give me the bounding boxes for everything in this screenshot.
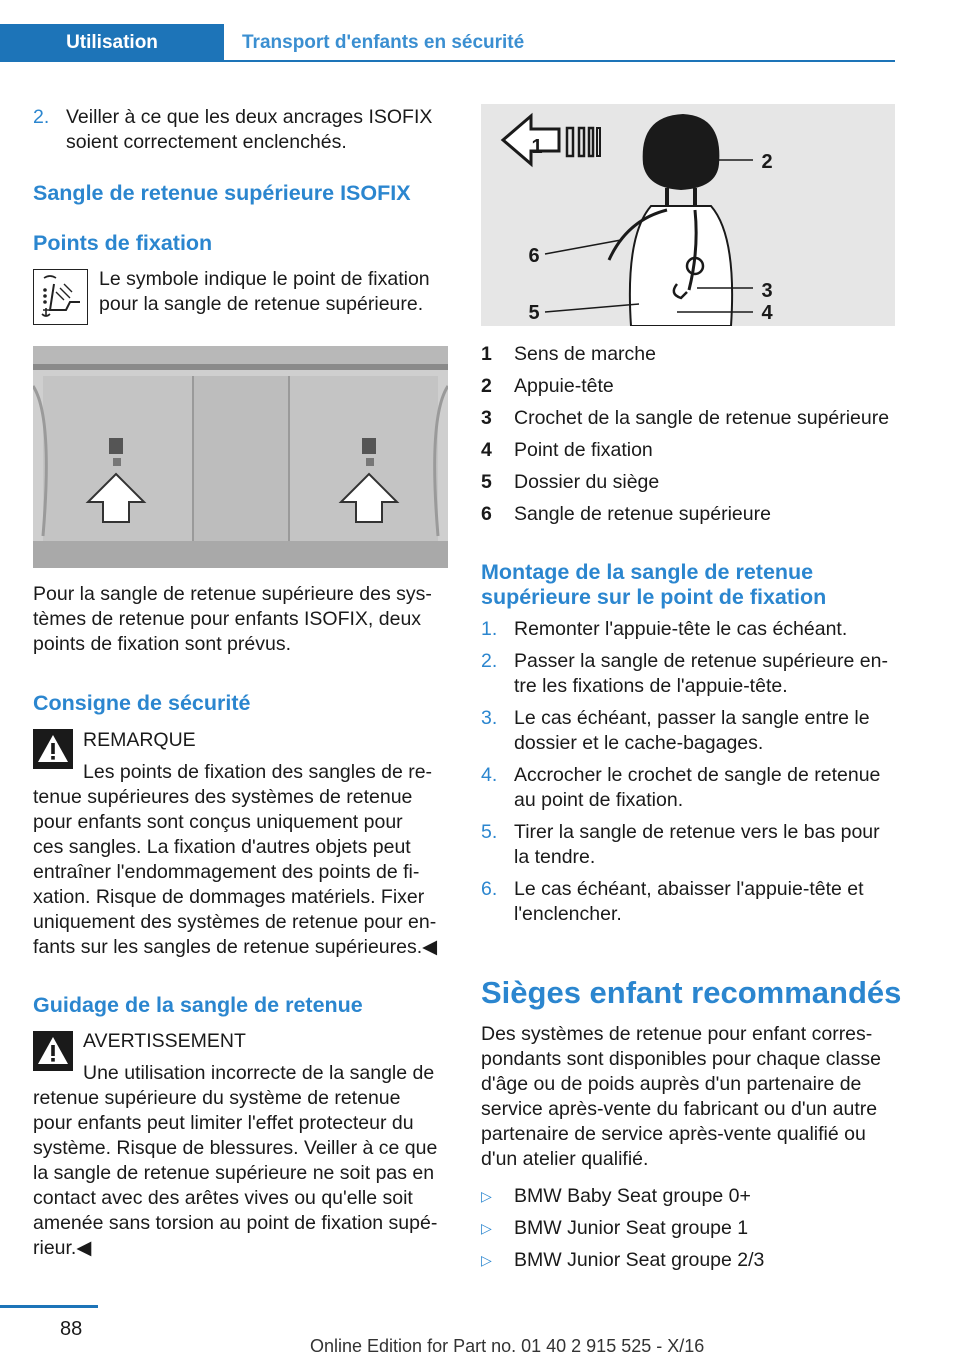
legend-item — [481, 402, 921, 434]
text-line: tèmes de retenue pour enfants ISOFIX, deux — [33, 608, 422, 630]
text-line: fants sur les sangles de retenue supérieures.◀ — [33, 936, 438, 958]
step-text: tre les fixations de l'appuie-tête. — [514, 675, 788, 697]
heading-tether: Sangle de retenue supérieure ISOFIX — [33, 181, 411, 205]
text-line: Les points de fixation des sangles de re‐ — [83, 761, 433, 783]
step-text: la tendre. — [514, 846, 596, 868]
text-line: d'âge ou de poids auprès d'un partenaire de — [481, 1073, 862, 1095]
legend-text: Sens de marche — [514, 343, 656, 365]
list-item — [481, 1244, 901, 1276]
list-item-text: BMW Baby Seat groupe 0+ — [514, 1185, 751, 1207]
step-text: Accrocher le crochet de sangle de retenue — [514, 764, 881, 786]
montage-steps — [481, 617, 901, 927]
heading-montage — [481, 560, 826, 610]
text-line: amenée sans torsion au point de fixation supé‐ — [33, 1212, 438, 1234]
step-text: Remonter l'appuie-tête le cas échéant. — [514, 618, 848, 640]
headrest-diagram — [481, 104, 895, 326]
step-number: 6. — [481, 878, 498, 900]
text-line: ces sangles. La fixation d'autres objets peut — [33, 836, 411, 858]
text-line: Une utilisation incorrecte de la sangle de — [83, 1062, 435, 1084]
text-line: pour la sangle de retenue supérieure. — [99, 293, 424, 315]
step-text: dossier et le cache-bagages. — [514, 732, 764, 754]
text-line: partenaire de service après-vente qualifié ou — [481, 1123, 866, 1145]
header-bar — [0, 24, 895, 62]
legend-number: 2 — [481, 375, 492, 397]
diagram-label-5: 5 — [528, 302, 540, 324]
step-number: 2. — [33, 106, 50, 128]
text-line: xation. Risque de dommages matériels. Fixer — [33, 886, 425, 908]
diagram-label-6: 6 — [528, 245, 540, 267]
step-item — [481, 820, 901, 870]
footer-rule — [0, 1305, 98, 1308]
text-line: entraîner l'endommagement des points de fi‐ — [33, 861, 420, 883]
isofix-anchor-icon — [33, 269, 88, 325]
legend-text: Appuie-tête — [514, 375, 614, 397]
symbol-description — [99, 267, 459, 317]
step-text: Passer la sangle de retenue supérieure en‐ — [514, 650, 888, 672]
page-number: 88 — [60, 1318, 83, 1340]
legend-text: Sangle de retenue supérieure — [514, 503, 771, 525]
diagram-label-3: 3 — [761, 280, 773, 302]
triangle-bullet-icon: ▷ — [481, 1220, 492, 1236]
text-line: système. Risque de blessures. Veiller à ce que — [33, 1137, 438, 1159]
legend-item — [481, 466, 921, 498]
step-item — [481, 649, 901, 699]
tab-transport-enfants[interactable]: Transport d'enfants en sécurité — [242, 32, 525, 53]
edition-footer: Online Edition for Part no. 01 40 2 915 525 - X/16 — [310, 1336, 705, 1356]
warning-block — [33, 1029, 453, 1261]
text-line: la sangle de retenue supérieure ne soit pas en — [33, 1162, 435, 1184]
notice-label: REMARQUE — [83, 729, 196, 751]
legend-item — [481, 370, 921, 402]
step-text: Le cas échéant, passer la sangle entre le — [514, 707, 870, 729]
text-line: service après-vente du fabricant ou d'un autre — [481, 1098, 878, 1120]
text-line: retenue supérieure du système de retenue — [33, 1087, 401, 1109]
text-line: contact avec des arêtes vives ou qu'elle soit — [33, 1187, 413, 1209]
legend-text: Dossier du siège — [514, 471, 660, 493]
text-line: Pour la sangle de retenue supérieure des sys‐ — [33, 583, 432, 605]
legend-text: Crochet de la sangle de retenue supérieure — [514, 407, 890, 429]
fixation-paragraph — [33, 582, 453, 657]
step-text: au point de fixation. — [514, 789, 684, 811]
diagram-label-1: 1 — [531, 136, 543, 158]
list-item — [481, 1212, 901, 1244]
step-item — [481, 617, 901, 642]
legend-number: 1 — [481, 343, 492, 365]
text-line: Le symbole indique le point de fixation — [99, 268, 430, 290]
step-text: Tirer la sangle de retenue vers le bas pour — [514, 821, 880, 843]
step-number: 5. — [481, 821, 498, 843]
text-line: d'un atelier qualifié. — [481, 1148, 649, 1170]
step-text: Veiller à ce que les deux ancrages ISOFIX — [66, 106, 433, 128]
step-text: l'enclencher. — [514, 903, 622, 925]
step-item — [481, 763, 901, 813]
legend-item — [481, 338, 921, 370]
text-line: pour enfants sont conçus uniquement pour — [33, 811, 403, 833]
list-item-text: BMW Junior Seat groupe 1 — [514, 1217, 749, 1239]
step-number: 2. — [481, 650, 498, 672]
heading-safety: Consigne de sécurité — [33, 691, 251, 715]
legend-item — [481, 498, 921, 530]
step-2 — [33, 105, 453, 155]
heading-points: Points de fixation — [33, 231, 213, 255]
step-item — [481, 706, 901, 756]
legend-text: Point de fixation — [514, 439, 653, 461]
diagram-legend — [481, 338, 921, 530]
list-item — [481, 1180, 901, 1212]
text-line: Des systèmes de retenue pour enfant corres‐ — [481, 1023, 873, 1045]
notice-block — [33, 728, 453, 960]
step-text: Le cas échéant, abaisser l'appuie-tête et — [514, 878, 864, 900]
list-item-text: BMW Junior Seat groupe 2/3 — [514, 1249, 765, 1271]
text-line: pour enfants peut limiter l'effet protecteur du — [33, 1112, 414, 1134]
warning-label: AVERTISSEMENT — [83, 1030, 246, 1052]
step-item — [481, 877, 901, 927]
heading-line: supérieure sur le point de fixation — [481, 585, 827, 609]
heading-line: Montage de la sangle de retenue — [481, 560, 814, 584]
text-line: rieur.◀ — [33, 1237, 92, 1259]
legend-number: 4 — [481, 439, 492, 461]
text-line: pondants sont disponibles pour chaque classe — [481, 1048, 882, 1070]
triangle-bullet-icon: ▷ — [481, 1252, 492, 1268]
text-line: points de fixation sont prévus. — [33, 633, 291, 655]
text-line: uniquement des systèmes de retenue pour en‐ — [33, 911, 437, 933]
tab-utilisation[interactable]: Utilisation — [0, 24, 224, 62]
diagram-label-4: 4 — [761, 302, 773, 324]
trunk-anchor-photo — [33, 346, 448, 568]
triangle-bullet-icon: ▷ — [481, 1188, 492, 1204]
legend-item — [481, 434, 921, 466]
seat-list — [481, 1180, 901, 1276]
step-text: soient correctement enclenchés. — [66, 131, 347, 153]
step-number: 4. — [481, 764, 498, 786]
step-number: 3. — [481, 707, 498, 729]
sieges-paragraph — [481, 1022, 901, 1172]
heading-guidage: Guidage de la sangle de retenue — [33, 993, 363, 1017]
legend-number: 3 — [481, 407, 492, 429]
diagram-label-2: 2 — [761, 151, 773, 173]
heading-sieges: Sièges enfant recommandés — [481, 975, 902, 1010]
text-line: tenue supérieures des systèmes de retenue — [33, 786, 413, 808]
step-number: 1. — [481, 618, 498, 640]
legend-number: 6 — [481, 503, 492, 525]
legend-number: 5 — [481, 471, 492, 493]
